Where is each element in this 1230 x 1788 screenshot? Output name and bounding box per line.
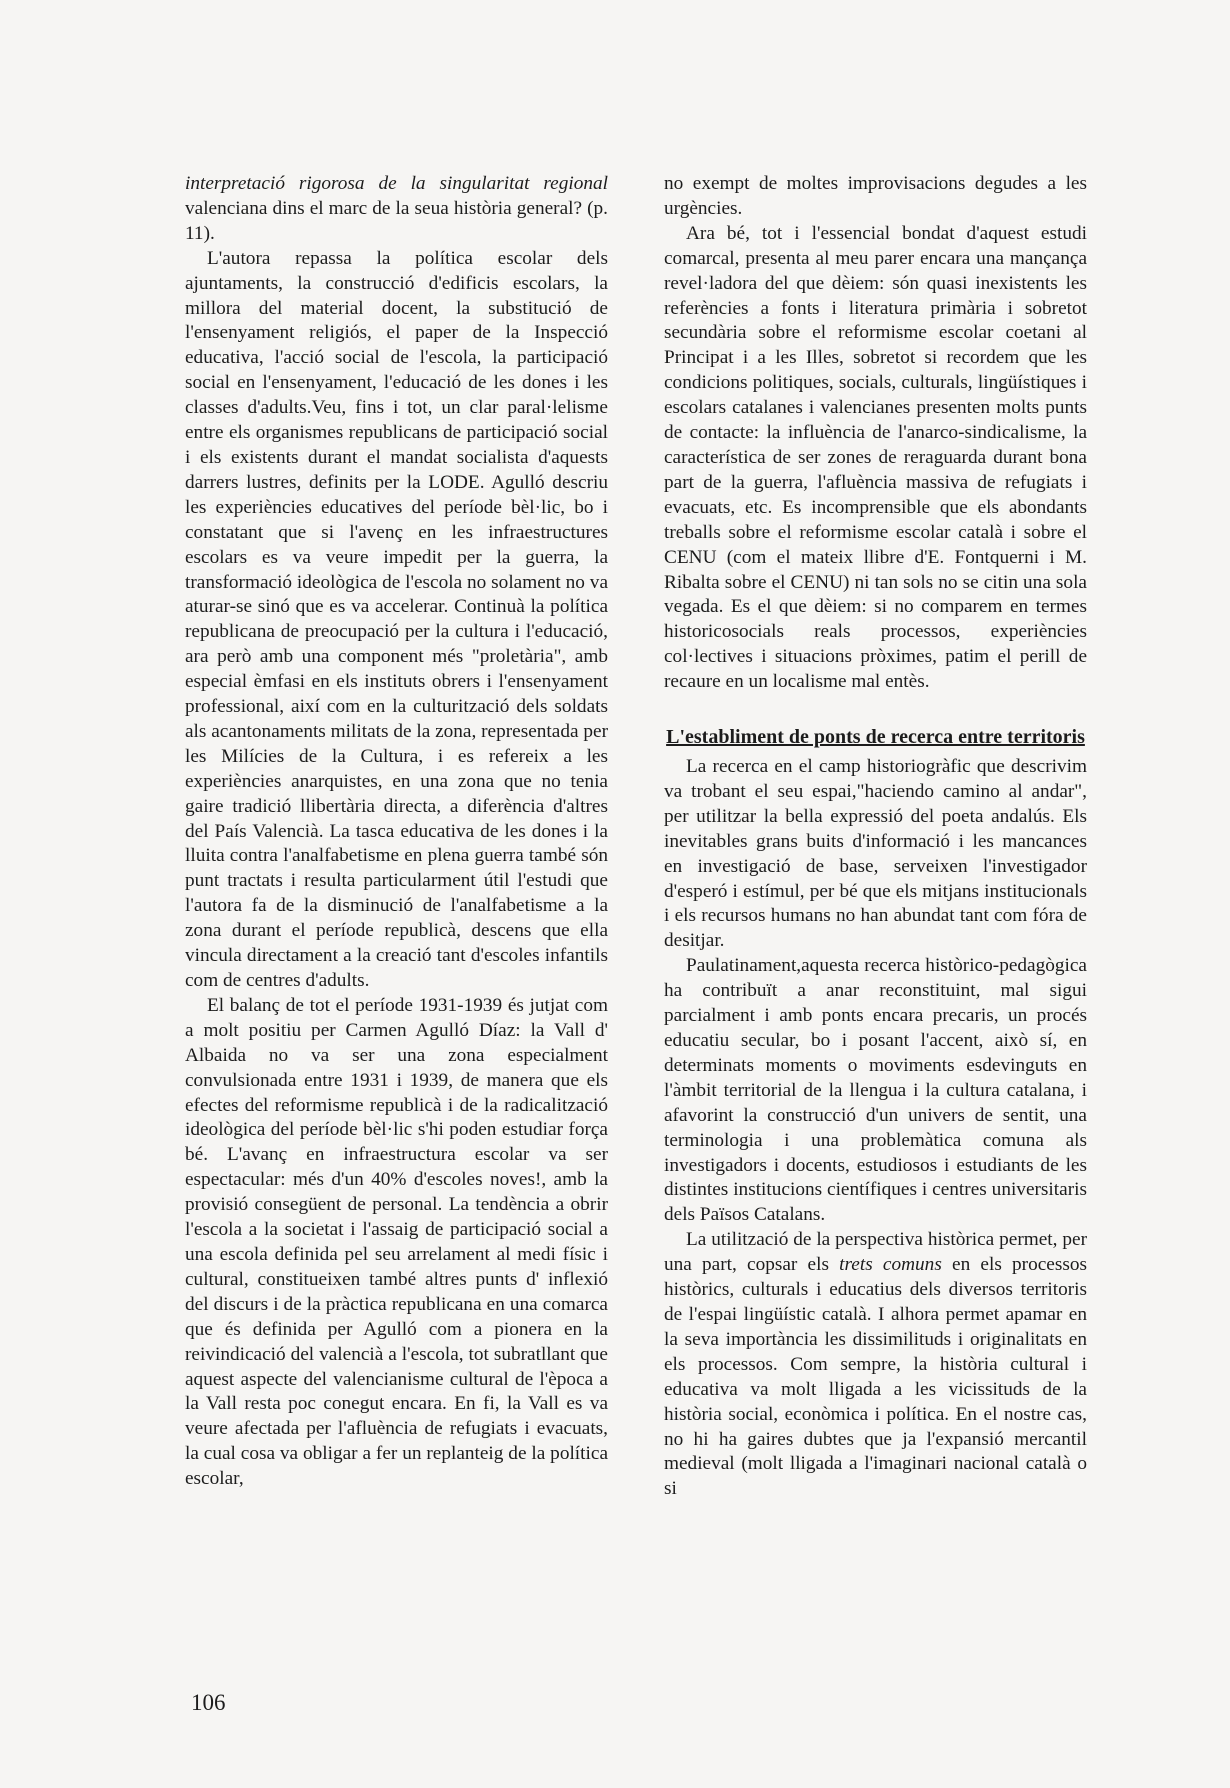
paragraph: Ara bé, tot i l'essencial bondat d'aquest estudi comarcal, presenta al meu parer encara una mançança revel·ladora del que dèiem: són quasi inexistents les referències a fonts i literatura primària i sobretot secundària sobre el reformisme escolar coetani al Principat i a les Illes, sobretot si recordem que les condicions politiques, socials, culturals, lingüístiques i escolars catalanes i valencianes presenten molts punts de contacte: la influència de l'anarco-sindicalisme, la característica de ser zones de reraguarda durant bona part de la guerra, l'afluència massiva de refugiats i evacuats, etc. Es incomprensible que els abondants treballs sobre el reformisme escolar català i sobre el CENU (com el mateix llibre d'E. Fontquerni i M. Ribalta sobre el CENU) ni tan sols no se citin una sola vegada. Es el que dèiem: si no comparem en termes historicosocials reals processos, experiències col·lectives i situacions pròximes, patim el perill de recaure en un localisme mal entès. [664, 222, 1087, 693]
right-column [664, 172, 1087, 1502]
italic-text: interpretació rigorosa de la singularitat regional [185, 173, 608, 194]
italic-text: trets comuns [839, 1254, 942, 1276]
left-column [185, 172, 608, 1492]
paragraph: L'autora repassa la política escolar dels ajuntaments, la construcció d'edificis escolars, la millora del material docent, la substitució de l'ensenyament religiós, el paper de la Inspecció educativa, l'acció social de l'escola, la participació social en l'ensenyament, l'educació de les dones i les classes d'adults.Veu, fins i tot, un clar paral·lelisme entre els organismes republicans de participació social i els existents durant el mandat socialista d'aquests darrers lustres, definits per la LODE. Agulló descriu les experiències educatives del període bèl·lic, bo i constatant que si l'avenç en les infraestructures escolars es va veure impedit per la guerra, la transformació ideològica de l'escola no solament no va aturar-se sinó que es va accelerar. Continuà la política republicana de preocupació per la cultura i l'educació, ara però amb una component més "proletària", amb especial èmfasi en els instituts obrers i l'ensenyament professional, així com en la culturització dels soldats als acantonaments militats de la zona, representada per les Milícies de la Cultura, i es refereix a les experiències anarquistes, en una zona que no tenia gaire tradició llibertària directa, a diferència d'altres del País Valencià. La tasca educativa de les dones i la lluita contra l'analfabetisme en plena guerra també són punt tractats i resulta particularment útil l'estudi que l'autora fa de la disminució de l'analfabetisme a la zona durant el període republicà, descens que ella vincula directament a la creació tant d'escoles infantils com de centres d'adults. [185, 247, 608, 991]
paragraph: La recerca en el camp historiogràfic que descrivim va trobant el seu espai,"haciendo camino al andar", per utilitzar la bella expressió del poeta andalús. Els inevitables grans buits d'informació i les mancances en investigació de base, serveixen l'investigador d'esperó i estímul, per bé que els mitjans institucionals i els recursos humans no han abundat tant com fóra de desitjar. [664, 756, 1087, 952]
paragraph-text: valenciana dins el marc de la seua història general? (p. 11). [185, 197, 608, 244]
paragraph: Paulatinament,aquesta recerca històrico-pedagògica ha contribuït a anar reconstituint, mal sigui parcialment i amb ponts encara precaris, un procés educatiu secular, bo i posant l'accent, això sí, en determinats moments o moviments esdevinguts en l'àmbit territorial de la llengua i la cultura catalana, i afavorint la construcció d'un univers de sentit, una terminologia i una problemàtica comuna als investigadors i docents, estudiosos i estudiants de les distintes institucions científiques i centres universitaris dels Països Catalans. [664, 955, 1087, 1226]
paragraph [185, 172, 608, 247]
paragraph: no exempt de moltes improvisacions degudes a les urgències. [664, 173, 1087, 219]
paragraph-text: La utilització de la perspectiva històrica permet, per una part, copsar els [664, 1229, 1087, 1276]
paragraph [664, 1228, 1087, 1502]
page-number: 106 [191, 1690, 226, 1715]
paragraph: El balanç de tot el període 1931-1939 és jutjat com a molt positiu per Carmen Agulló Díaz: la Vall d' Albaida no va ser una zona especialment convulsionada entre 1931 i 1939, de manera que els efectes del reformisme republicà i de la radicalització ideològica del període bèl·lic s'hi poden estudiar força bé. L'avanç en infraestructura escolar va ser espectacular: més d'un 40% d'escoles noves!, amb la provisió consegüent de personal. La tendència a obrir l'escola a la societat i l'assaig de participació social a una escola definida pel seu arrelament al medi físic i cultural, constitueixen també altres punts d' inflexió del discurs i de la pràctica republicana en una comarca que és definida per Agulló com a pionera en la reivindicació del valencià a l'escola, tot subratllant que aquest aspecte del valencianisme cultural de l'època a la Vall resta poc conegut encara. En fi, la Vall es va veure afectada per l'afluència de refugiats i evacuats, la cual cosa va obligar a fer un replanteig de la política escolar, [185, 994, 608, 1490]
section-heading: L'establiment de ponts de recerca entre territoris [666, 726, 1085, 749]
paragraph-text: en els processos històrics, culturals i educatius dels diversos territoris de l'espai lingüístic català. I alhora permet apamar en la seva importància les dissimilituds i originalitats en els processos. Com sempre, la història cultural i educativa va molt lligada a les vicissituds de la història social, econòmica i política. En el nostre cas, no hi ha gaires dubtes que ja l'expansió mercantil medieval (molt lligada a l'imaginari nacional català o si [664, 1254, 1087, 1500]
